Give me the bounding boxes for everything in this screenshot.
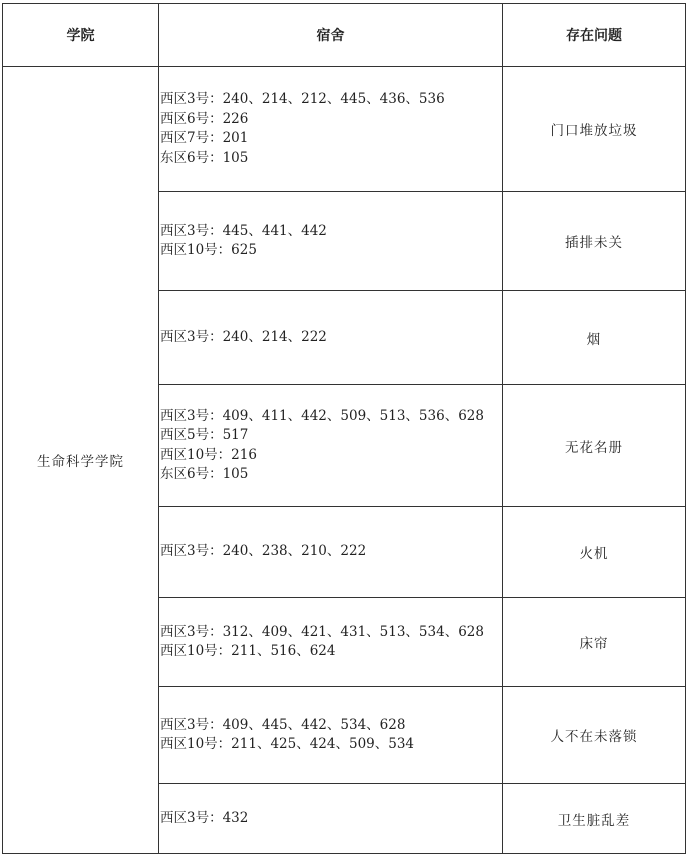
inspection-table: [2, 3, 686, 854]
dorm-cell: [159, 67, 503, 192]
dorm-line: 西区10号：216: [160, 446, 257, 463]
dorm-line: 西区3号：240、214、222: [160, 328, 327, 345]
header-dorm: 宿舍: [159, 4, 503, 67]
table-row: [3, 67, 686, 192]
issue-cell: 门口堆放垃圾: [503, 67, 686, 192]
issue-cell: 卫生脏乱差: [503, 784, 686, 854]
header-row: [3, 4, 686, 67]
dorm-line: 西区3号：445、441、442: [160, 222, 327, 239]
dorm-cell: [159, 291, 503, 385]
dorm-line: 西区3号：240、214、212、445、436、536: [160, 91, 445, 107]
college-cell: 生命科学学院: [3, 67, 159, 854]
dorm-cell: [159, 192, 503, 291]
issue-cell: 烟: [503, 291, 686, 385]
dorm-cell: [159, 598, 503, 687]
issue-cell: 插排未关: [503, 192, 686, 291]
dorm-line: 西区3号：409、411、442、509、513、536、628: [160, 407, 484, 424]
header-college: 学院: [3, 4, 159, 67]
dorm-line: 西区3号：432: [160, 809, 249, 826]
dorm-cell: [159, 385, 503, 507]
dorm-line: 西区7号：201: [160, 130, 249, 146]
dorm-line: 西区3号：312、409、421、431、513、534、628: [160, 623, 484, 640]
dorm-line: 西区10号：625: [160, 242, 257, 258]
dorm-cell: [159, 687, 503, 784]
dorm-line: 东区6号：105: [160, 149, 249, 166]
dorm-line: 西区3号：409、445、442、534、628: [160, 716, 406, 733]
dorm-line: 西区6号：226: [160, 110, 249, 127]
dorm-line: 西区10号：211、516、624: [160, 643, 336, 659]
header-issue: 存在问题: [503, 4, 686, 67]
dorm-line: 东区6号：105: [160, 466, 249, 482]
dorm-cell: [159, 507, 503, 598]
dorm-line: 西区10号：211、425、424、509、534: [160, 736, 415, 752]
issue-cell: 无花名册: [503, 385, 686, 507]
issue-cell: 床帘: [503, 598, 686, 687]
issue-cell: 火机: [503, 507, 686, 598]
dorm-cell: [159, 784, 503, 854]
issue-cell: 人不在未落锁: [503, 687, 686, 784]
dorm-line: 西区5号：517: [160, 427, 249, 443]
dorm-line: 西区3号：240、238、210、222: [160, 543, 367, 560]
